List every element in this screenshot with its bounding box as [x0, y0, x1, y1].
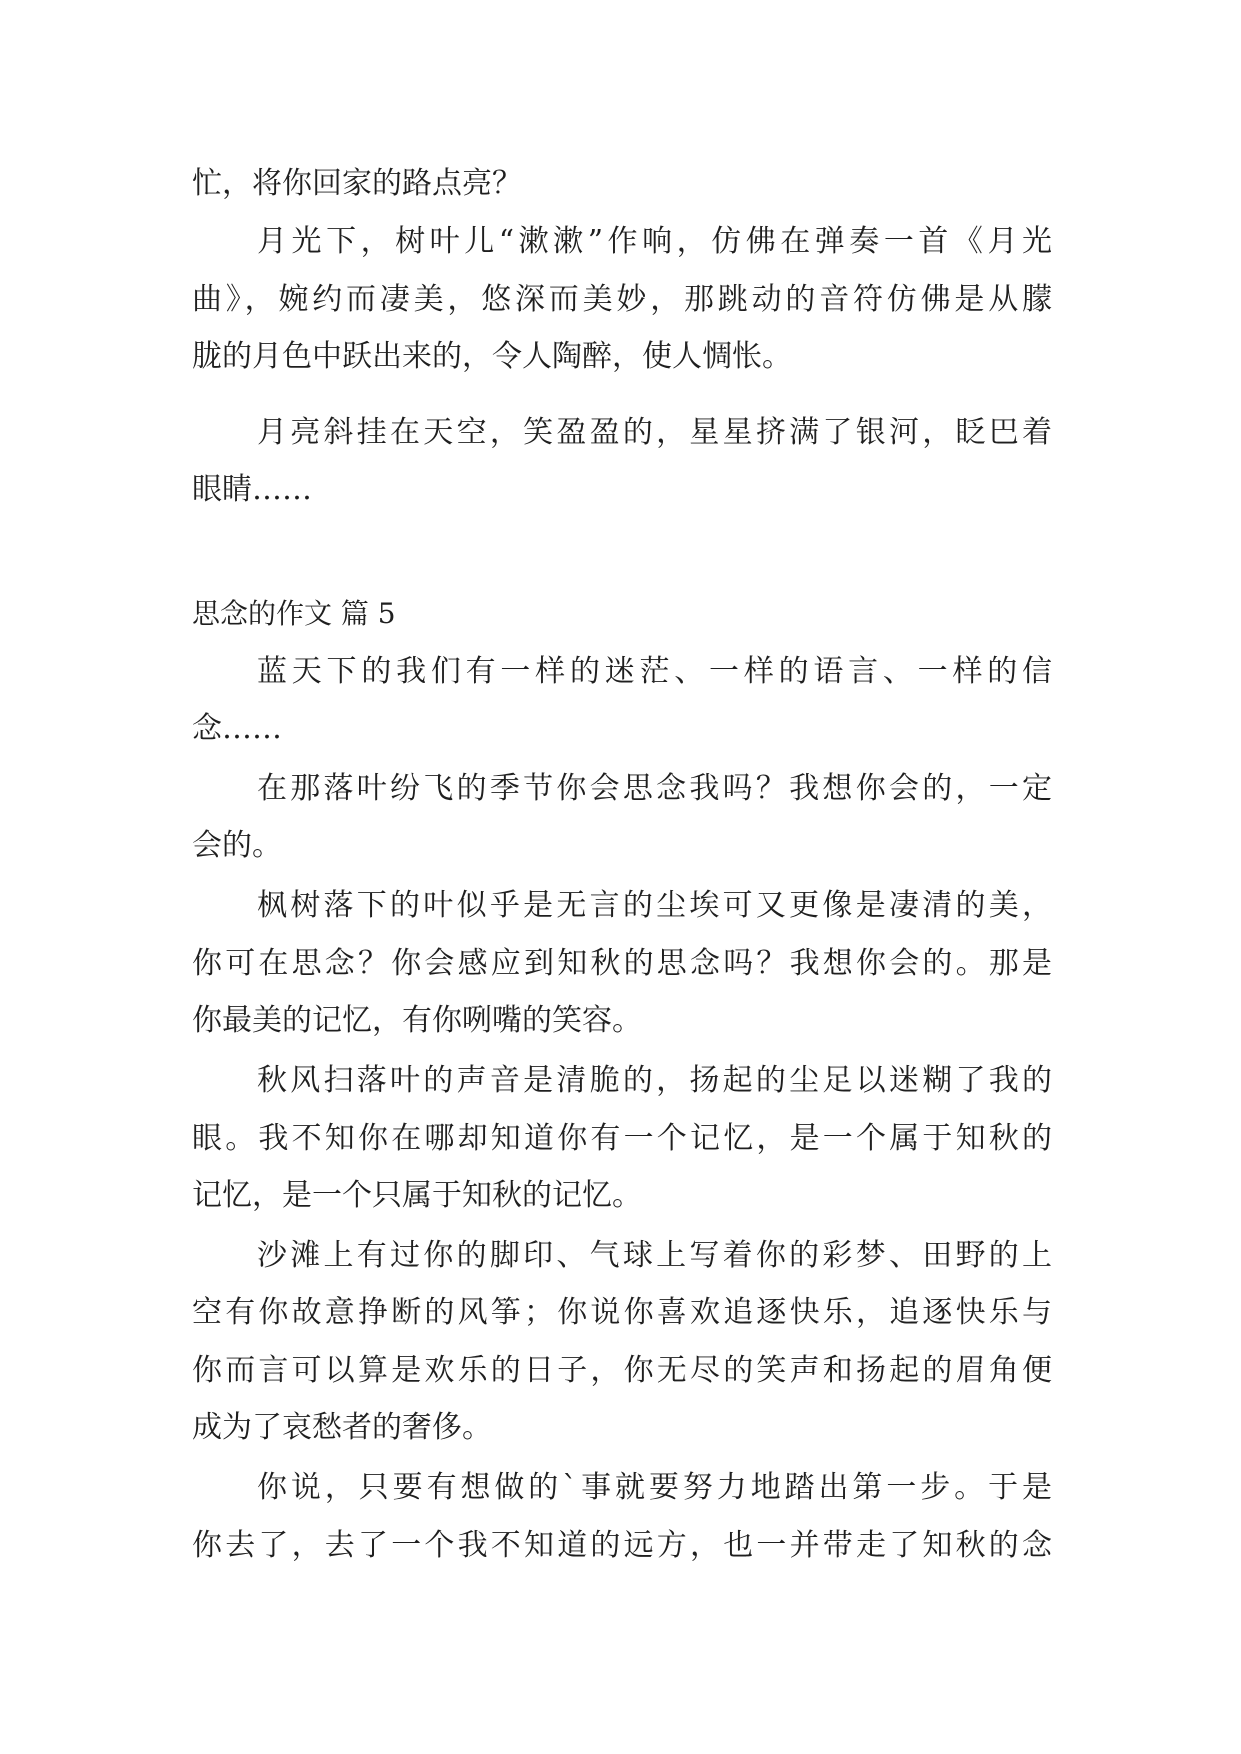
text-line: 忙，将你回家的路点亮？	[192, 166, 522, 201]
text-line: 秋风扫落叶的声音是清脆的，扬起的尘足以迷糊了我的	[257, 1063, 1052, 1098]
text-line: 成为了哀愁者的奢侈。	[192, 1410, 492, 1445]
text-line: 曲》，婉约而凄美，悠深而美妙，那跳动的音符仿佛是从朦	[192, 282, 1052, 317]
text-line: 你最美的记忆，有你咧嘴的笑容。	[192, 1003, 642, 1038]
text-line: 空有你故意挣断的风筝；你说你喜欢追逐快乐，追逐快乐与	[192, 1295, 1052, 1330]
text-line: 你去了，去了一个我不知道的远方，也一并带走了知秋的念	[192, 1528, 1052, 1563]
text-line: 月光下，树叶儿“漱漱”作响，仿佛在弹奏一首《月光	[257, 224, 1052, 259]
section-heading: 思念的作文 篇 5	[192, 597, 396, 630]
text-line: 胧的月色中跃出来的，令人陶醉，使人惆怅。	[192, 339, 792, 374]
text-line: 在那落叶纷飞的季节你会思念我吗？我想你会的，一定	[257, 771, 1052, 806]
text-line: 念……	[192, 711, 282, 746]
text-line: 你可在思念？你会感应到知秋的思念吗？我想你会的。那是	[192, 946, 1052, 981]
text-line: 眼。我不知你在哪却知道你有一个记忆，是一个属于知秋的	[192, 1121, 1052, 1156]
text-line: 蓝天下的我们有一样的迷茫、一样的语言、一样的信	[257, 654, 1052, 689]
text-line: 枫树落下的叶似乎是无言的尘埃可又更像是凄清的美，	[257, 888, 1052, 923]
text-line: 你而言可以算是欢乐的日子，你无尽的笑声和扬起的眉角便	[192, 1353, 1052, 1388]
text-line: 记忆，是一个只属于知秋的记忆。	[192, 1178, 642, 1213]
text-line: 沙滩上有过你的脚印、气球上写着你的彩梦、田野的上	[257, 1238, 1052, 1273]
text-line: 眼睛……	[192, 472, 312, 507]
text-line: 你说，只要有想做的`事就要努力地踏出第一步。于是	[257, 1470, 1052, 1505]
text-line: 会的。	[192, 828, 282, 863]
text-line: 月亮斜挂在天空，笑盈盈的，星星挤满了银河，眨巴着	[257, 415, 1052, 450]
